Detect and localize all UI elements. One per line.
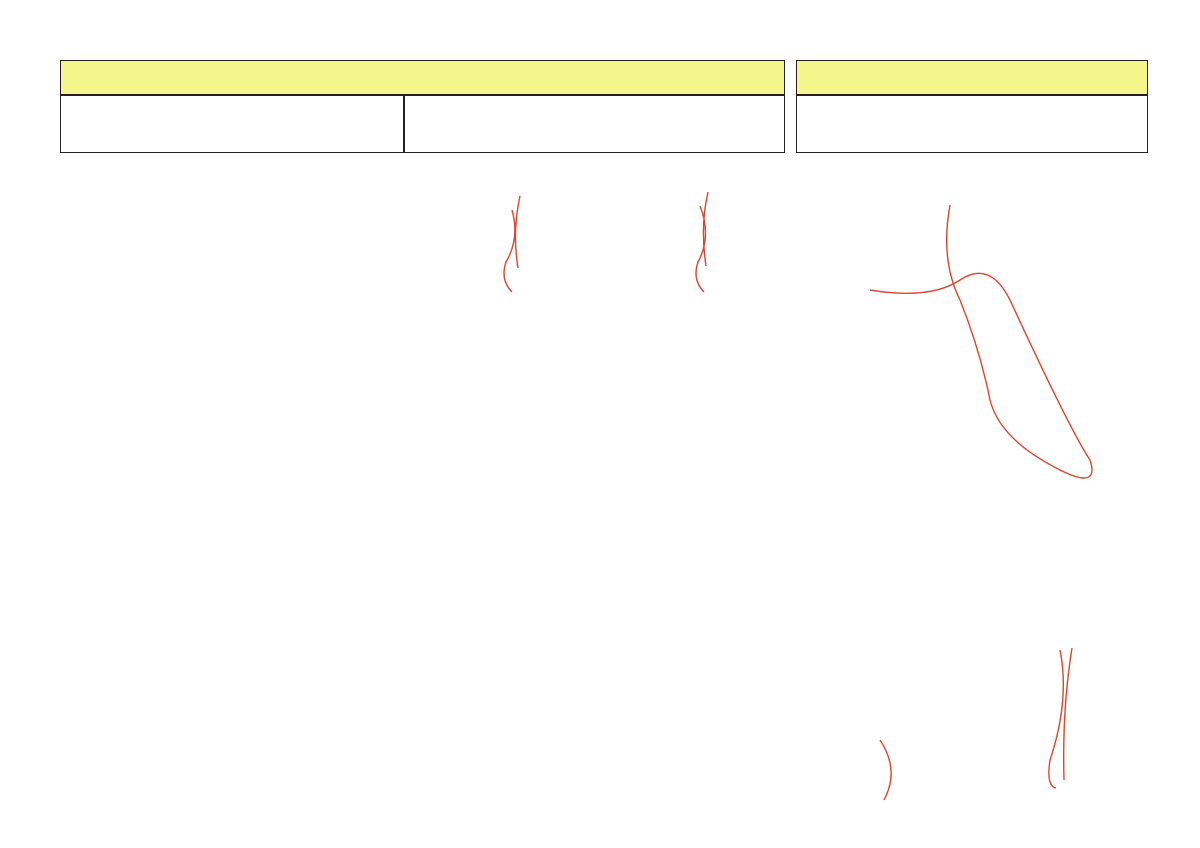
strike-mark-nirin-24 (880, 740, 891, 800)
strike-mark-nirin-stage1 (870, 205, 1092, 478)
strike-mark-nirin-21 (1049, 648, 1072, 788)
strike-mark-at (696, 192, 708, 292)
strike-mark-mt (504, 196, 520, 292)
